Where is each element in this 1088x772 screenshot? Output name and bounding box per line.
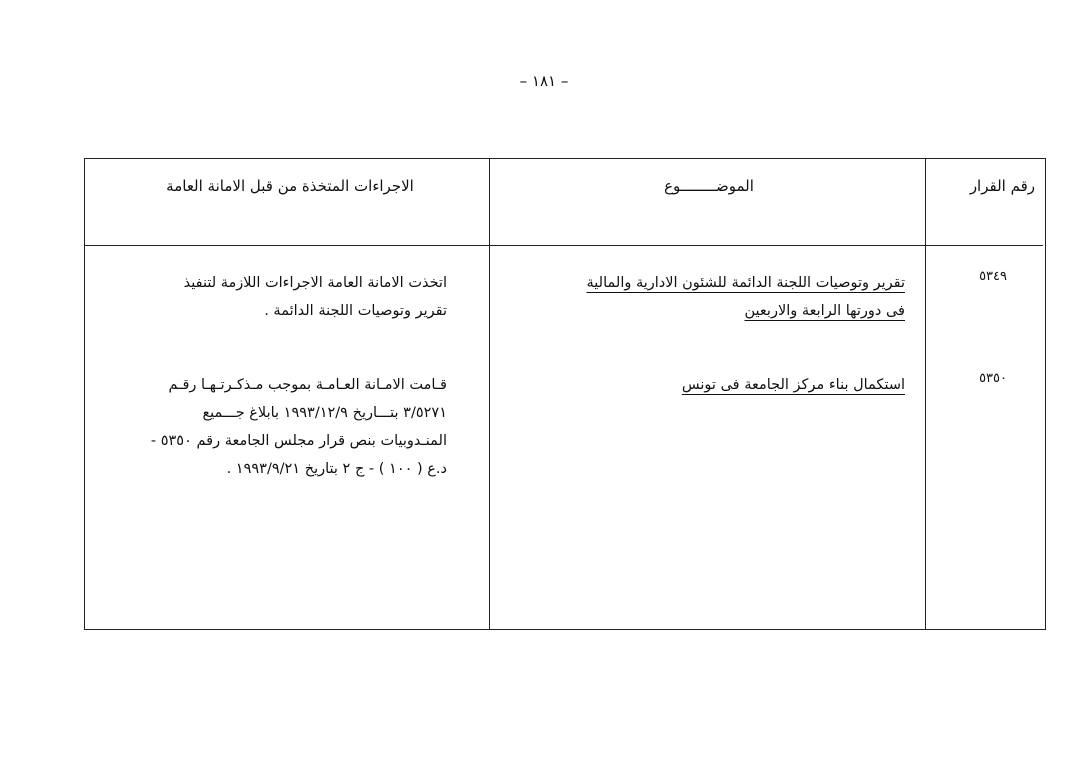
page-number: – ١٨١ – [519,72,569,90]
header-subject: الموضــــــــوع [664,177,754,195]
row-2-subject [509,371,905,399]
header-actions: الاجراءات المتخذة من قبل الامانة العامة [166,177,414,195]
row-2-decision-number: ٥٣٥٠ [979,371,1007,386]
row-1-actions-line-2: تقرير وتوصيات اللجنة الدائمة . [264,303,447,319]
decisions-table [84,158,1046,630]
header-decision-number: رقم القرار [969,177,1035,195]
header-divider [85,245,1043,246]
row-1-decision-number: ٥٣٤٩ [979,269,1007,284]
row-2-actions-line-4: د.ع ( ١٠٠ ) - ج ٢ بتاريخ ١٩٩٣/٩/٢١ . [226,461,447,477]
row-1-actions [105,269,447,325]
row-1-subject [509,269,905,325]
row-2-actions-line-3: المنـدوبيات بنص قرار مجلس الجامعة رقم ٥٣٥٠ - [150,433,447,449]
row-1-actions-line-1: اتخذت الامانة العامة الاجراءات اللازمة لتنفيذ [183,275,447,291]
row-1-subject-line-2: فى دورتها الرابعة والاربعين [744,303,905,319]
row-2-subject-line-1: استكمال بناء مركز الجامعة فى تونس [681,377,905,393]
row-2-actions [101,371,447,483]
column-divider-subject-number [925,159,926,629]
row-2-actions-line-1: قـامت الامـانة العـامـة بموجب مـذكـرتـهـا رقـم [168,377,447,393]
row-2-actions-line-2: ٣/٥٢٧١ بتـــاريخ ١٩٩٣/١٢/٩ بابلاغ جـــميع [202,405,447,421]
row-1-subject-line-1: تقرير وتوصيات اللجنة الدائمة للشئون الادارية والمالية [586,275,905,291]
column-divider-actions-subject [489,159,490,629]
